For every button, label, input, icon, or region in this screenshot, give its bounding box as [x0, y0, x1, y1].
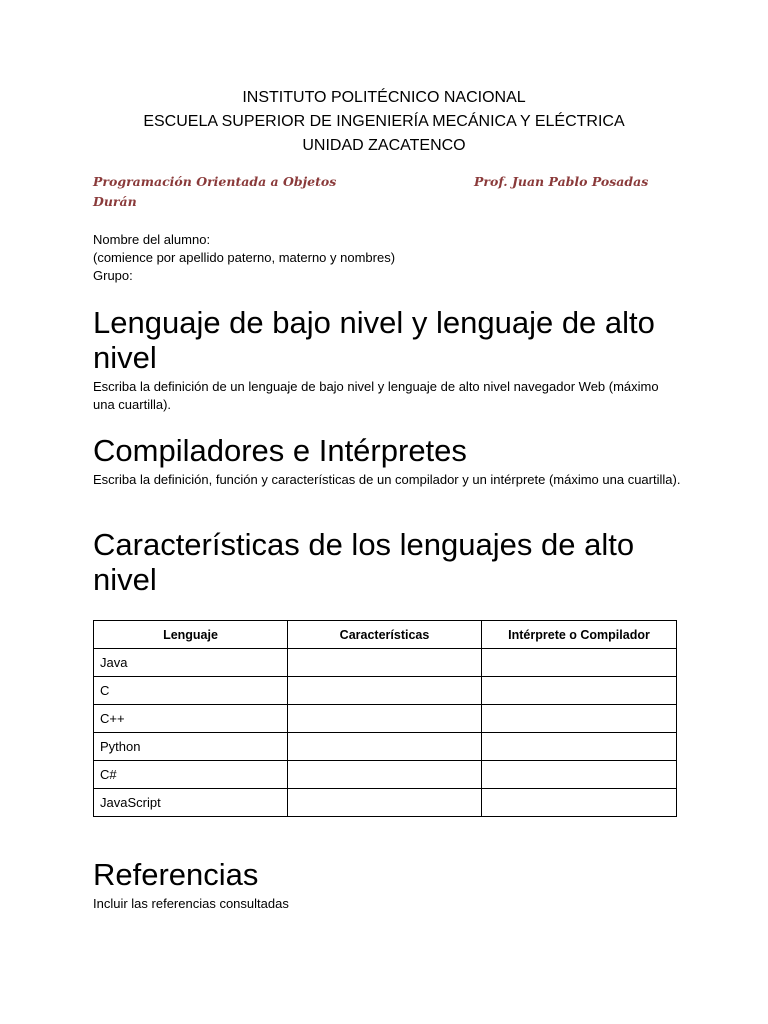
- table-cell-type: [482, 733, 677, 761]
- table-cell-type: [482, 649, 677, 677]
- section-text-referencias: Incluir las referencias consultadas: [93, 896, 289, 911]
- table-header-lenguaje: Lenguaje: [94, 621, 288, 649]
- table-row: [94, 761, 677, 789]
- table-cell-characteristics: [288, 789, 482, 817]
- document-header: [0, 86, 768, 158]
- table-cell-characteristics: [288, 761, 482, 789]
- table-header-interprete-compilador: Intérprete o Compilador: [482, 621, 677, 649]
- section-text-bajo-alto-nivel: Escriba la definición de un lenguaje de bajo nivel y lenguaje de alto nivel navegador Web (máximo una cuartilla).: [93, 379, 659, 412]
- section-title-caracteristicas: Características de los lenguajes de alto nivel: [93, 527, 635, 597]
- table-header-caracteristicas: Características: [288, 621, 482, 649]
- course-professor-continued: Durán: [93, 194, 137, 209]
- student-info: [93, 231, 395, 285]
- table-cell-language: JavaScript: [94, 789, 288, 817]
- section-title-bajo-alto-nivel: Lenguaje de bajo nivel y lenguaje de alto nivel: [93, 305, 655, 375]
- student-name-label: Nombre del alumno:: [93, 232, 211, 247]
- unit-name: UNIDAD ZACATENCO: [302, 137, 466, 154]
- table-cell-type: [482, 677, 677, 705]
- table-row: [94, 789, 677, 817]
- table-cell-language: C++: [94, 705, 288, 733]
- table-header-row: [94, 621, 677, 649]
- table-row: [94, 649, 677, 677]
- table-cell-language: C#: [94, 761, 288, 789]
- table-row: [94, 705, 677, 733]
- table-cell-characteristics: [288, 677, 482, 705]
- institution-name: INSTITUTO POLITÉCNICO NACIONAL: [242, 89, 526, 106]
- course-professor: Prof. Juan Pablo Posadas: [474, 174, 649, 189]
- languages-table: [93, 620, 677, 817]
- table-cell-characteristics: [288, 649, 482, 677]
- table-cell-characteristics: [288, 733, 482, 761]
- table-row: [94, 677, 677, 705]
- table-cell-type: [482, 789, 677, 817]
- table-cell-language: Python: [94, 733, 288, 761]
- table-cell-language: C: [94, 677, 288, 705]
- student-name-hint: (comience por apellido paterno, materno y nombres): [93, 250, 396, 265]
- table-cell-characteristics: [288, 705, 482, 733]
- table-cell-type: [482, 761, 677, 789]
- section-title-compiladores: Compiladores e Intérpretes: [93, 433, 467, 468]
- table-cell-type: [482, 705, 677, 733]
- school-name: ESCUELA SUPERIOR DE INGENIERÍA MECÁNICA Y ELÉCTRICA: [143, 113, 625, 130]
- student-group-label: Grupo:: [93, 268, 133, 283]
- section-text-compiladores: Escriba la definición, función y características de un compilador y un intérprete (máximo una cuartilla).: [93, 472, 681, 487]
- course-subject: Programación Orientada a Objetos: [93, 174, 337, 189]
- table-row: [94, 733, 677, 761]
- section-title-referencias: Referencias: [93, 857, 259, 892]
- table-cell-language: Java: [94, 649, 288, 677]
